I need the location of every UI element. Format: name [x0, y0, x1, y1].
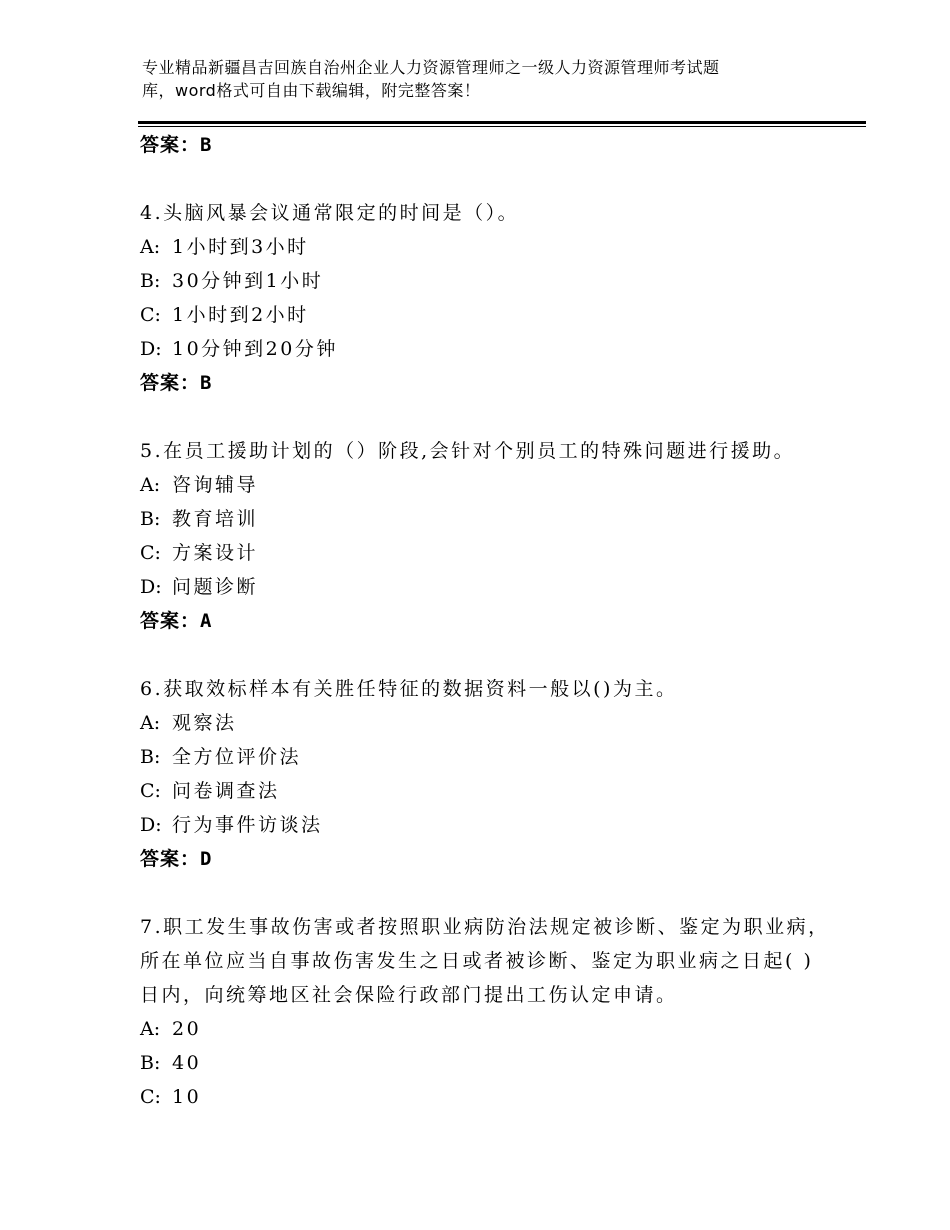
option-letter: D: — [140, 338, 162, 360]
option-text: 问卷调查法 — [172, 780, 280, 802]
question-stem: 6.获取效标样本有关胜任特征的数据资料一般以()为主。 — [140, 678, 678, 700]
option-text: 1小时到3小时 — [172, 236, 309, 258]
option-letter: D: — [140, 814, 162, 836]
option-letter: A: — [140, 236, 161, 258]
option-d — [140, 808, 830, 842]
option-a — [140, 1012, 830, 1046]
option-letter: B: — [140, 508, 161, 530]
option-text: 10分钟到20分钟 — [172, 338, 338, 360]
option-text: 全方位评价法 — [172, 746, 302, 768]
option-text: 30分钟到1小时 — [172, 270, 324, 292]
option-text: 咨询辅导 — [172, 474, 259, 496]
header-rule-thin — [138, 126, 866, 127]
question-block-5 — [140, 434, 830, 638]
option-b — [140, 740, 830, 774]
previous-answer: 答案：B — [140, 134, 213, 156]
spacer — [140, 876, 830, 910]
option-d — [140, 570, 830, 604]
header-rule-thick — [138, 121, 866, 124]
question-block-4 — [140, 196, 830, 400]
document-header — [142, 56, 822, 102]
option-b — [140, 502, 830, 536]
option-text: 问题诊断 — [172, 576, 259, 598]
answer-line: 答案：B — [140, 372, 213, 394]
option-c — [140, 536, 830, 570]
option-letter: C: — [140, 780, 161, 802]
option-a — [140, 230, 830, 264]
option-letter: C: — [140, 542, 161, 564]
option-letter: A: — [140, 1018, 161, 1040]
question-stem: 4.头脑风暴会议通常限定的时间是（）。 — [140, 202, 520, 224]
option-letter: B: — [140, 1052, 161, 1074]
option-d — [140, 332, 830, 366]
spacer — [140, 162, 830, 196]
question-stem: 7.职工发生事故伤害或者按照职业病防治法规定被诊断、鉴定为职业病，所在单位应当自事故伤害发生之日或者被诊断、鉴定为职业病之日起( )日内，向统筹地区社会保险行政部门提出工伤认定申请。 — [140, 916, 830, 1006]
option-text: 20 — [172, 1018, 202, 1040]
question-block-7 — [140, 910, 830, 1114]
option-letter: B: — [140, 270, 161, 292]
option-c — [140, 1080, 830, 1114]
option-a — [140, 468, 830, 502]
option-text: 行为事件访谈法 — [172, 814, 323, 836]
option-letter: C: — [140, 1086, 161, 1108]
option-letter: C: — [140, 304, 161, 326]
option-b — [140, 264, 830, 298]
option-letter: A: — [140, 712, 161, 734]
option-text: 1小时到2小时 — [172, 304, 309, 326]
option-text: 教育培训 — [172, 508, 259, 530]
option-text: 观察法 — [172, 712, 237, 734]
option-text: 方案设计 — [172, 542, 259, 564]
question-block-6 — [140, 672, 830, 876]
answer-line: 答案：A — [140, 610, 213, 632]
spacer — [140, 400, 830, 434]
header-line-2: 库，word格式可自由下载编辑，附完整答案！ — [142, 81, 481, 100]
option-a — [140, 706, 830, 740]
spacer — [140, 638, 830, 672]
question-list — [140, 128, 830, 1114]
option-letter: D: — [140, 576, 162, 598]
option-b — [140, 1046, 830, 1080]
question-stem: 5.在员工援助计划的（）阶段,会针对个别员工的特殊问题进行援助。 — [140, 440, 796, 462]
header-line-1: 专业精品新疆昌吉回族自治州企业人力资源管理师之一级人力资源管理师考试题 — [142, 58, 720, 77]
option-c — [140, 774, 830, 808]
option-text: 10 — [172, 1086, 202, 1108]
answer-line: 答案：D — [140, 848, 213, 870]
option-c — [140, 298, 830, 332]
option-text: 40 — [172, 1052, 202, 1074]
option-letter: B: — [140, 746, 161, 768]
option-letter: A: — [140, 474, 161, 496]
